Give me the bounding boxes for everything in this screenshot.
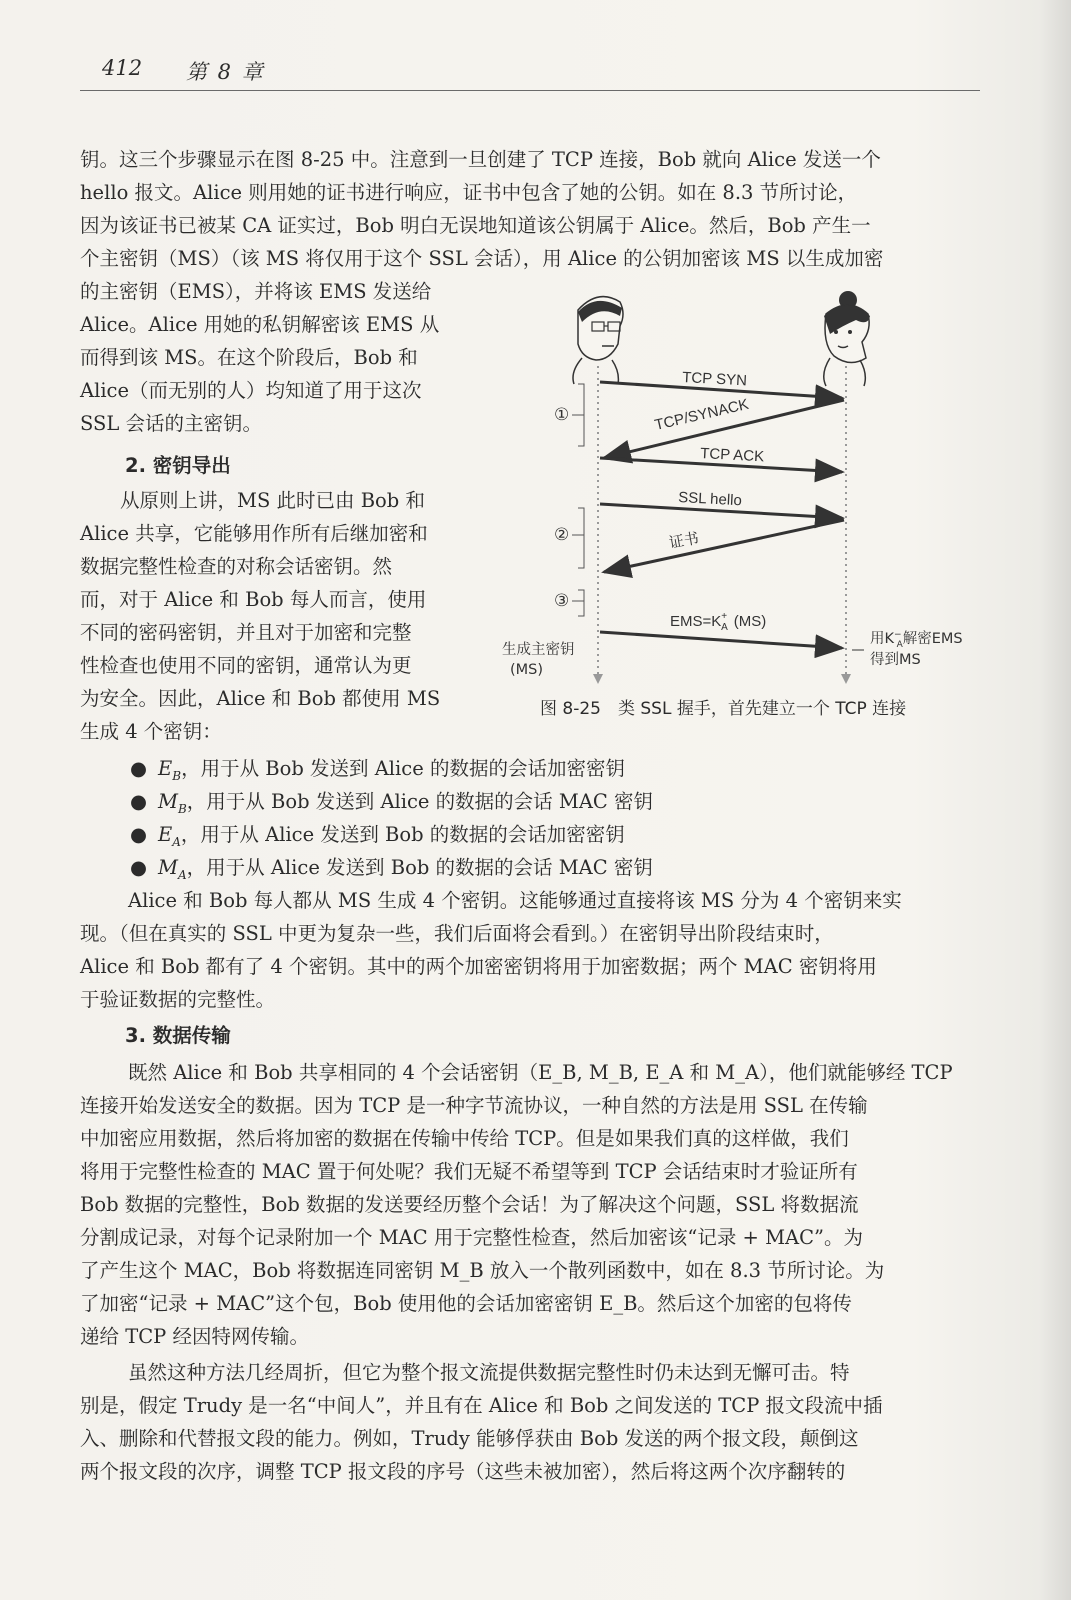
list-item: ● $M_A$，用于从 Alice 发送到 Bob 的数据的会话 MAC 密钥: [130, 856, 653, 882]
handshake-diagram: [500, 286, 980, 696]
text-line: 将用于完整性检查的 MAC 置于何处呢？我们无疑不希望等到 TCP 会话结束时才验证所有: [80, 1160, 858, 1183]
list-item: ● $E_B$，用于从 Bob 发送到 Alice 的数据的会话加密密钥: [130, 757, 625, 783]
bob-figure-icon: [573, 297, 623, 384]
figure-8-25-ssl-handshake: [500, 286, 980, 736]
text-line: 了加密“记录 + MAC”这个包，Bob 使用他的会话加密密钥 E_B。然后这个加密的包将传: [80, 1292, 852, 1315]
arrow-ems: [600, 632, 842, 648]
text-line: 为安全。因此，Alice 和 Bob 都使用 MS: [80, 687, 441, 710]
paragraph-man-in-middle: [80, 1356, 980, 1488]
label-tcp-syn: TCP SYN: [681, 369, 748, 390]
text-line: 而，对于 Alice 和 Bob 每人而言，使用: [80, 588, 427, 611]
text-line: 钥。这三个步骤显示在图 8-25 中。注意到一旦创建了 TCP 连接，Bob 就向 Alice 发送一个: [80, 148, 881, 171]
text-line: 个主密钥（MS）（该 MS 将仅用于这个 SSL 会话），用 Alice 的公钥加密该 MS 以生成加密: [80, 247, 884, 270]
text-line: Bob 数据的完整性，Bob 数据的发送要经历整个会话！为了解决这个问题，SSL 将数据流: [80, 1193, 859, 1216]
text-line: Alice（而无别的人）均知道了用于这次: [80, 379, 422, 402]
section-heading-key-derivation: 2. 密钥导出: [125, 454, 231, 477]
label-tcp-synack: TCP/SYNACK: [653, 395, 751, 434]
text-line: 虽然这种方法几经周折，但它为整个报文流提供数据完整性时仍未达到无懈可击。特: [128, 1361, 850, 1384]
text-line: 入、删除和代替报文段的能力。例如，Trudy 能够俘获由 Bob 发送的两个报文段，颠倒这: [80, 1427, 859, 1450]
alice-figure-icon: [824, 291, 870, 386]
note-generate-ms: 生成主密钥: [502, 642, 575, 658]
text-line: 别是，假定 Trudy 是一名“中间人”，并且有在 Alice 和 Bob 之间发送的 TCP 报文段流中插: [80, 1394, 883, 1417]
text-line: 因为该证书已被某 CA 证实过，Bob 明白无误地知道该公钥属于 Alice。然后，Bob 产生一: [80, 214, 871, 237]
text-line: Alice 和 Bob 每人都从 MS 生成 4 个密钥。这能够通过直接将该 MS 分为 4 个密钥来实: [128, 889, 902, 912]
text-line: 现。（但在真实的 SSL 中更为复杂一些，我们后面将会看到。）在密钥导出阶段结束时，: [80, 922, 834, 945]
text-line: 既然 Alice 和 Bob 共享相同的 4 个会话密钥（E_B, M_B, E_A 和 M_A），他们就能够经 TCP: [128, 1061, 953, 1084]
text-line: 了产生这个 MAC，Bob 将数据连同密钥 M_B 放入一个散列函数中，如在 8.3 节所讨论。为: [80, 1259, 885, 1282]
list-item: ● $E_A$，用于从 Alice 发送到 Bob 的数据的会话加密密钥: [130, 823, 625, 849]
step-2-marker: ②: [554, 525, 570, 545]
text-line: 分割成记录，对每个记录附加一个 MAC 用于完整性检查，然后加密该“记录 + MAC”。为: [80, 1226, 864, 1249]
paragraph-key-derivation: [80, 484, 480, 748]
chapter-title: 第 8 章: [186, 60, 265, 84]
label-ems: EMS=K+ A (MS): [670, 611, 767, 633]
page-header: [80, 56, 980, 91]
figure-caption: 图 8-25 类 SSL 握手，首先建立一个 TCP 连接: [540, 699, 907, 719]
label-ssl-hello: SSL hello: [677, 489, 743, 510]
paragraph-intro: [80, 143, 980, 275]
text-line: 数据完整性检查的对称会话密钥。然: [80, 555, 393, 578]
paragraph-key-generation: [80, 884, 980, 1016]
step-3-marker: ③: [554, 591, 570, 611]
text-line: 于验证数据的完整性。: [80, 988, 276, 1011]
text-line: 性检查也使用不同的密钥，通常认为更: [80, 654, 412, 677]
page-number: 412: [102, 56, 143, 80]
text-line: SSL 会话的主密钥。: [80, 412, 263, 435]
text-line: 从原则上讲，MS 此时已由 Bob 和: [120, 489, 425, 512]
text-line: hello 报文。Alice 则用她的证书进行响应，证书中包含了她的公钥。如在 8.3 节所讨论，: [80, 181, 858, 204]
paragraph-intro-continued: [80, 275, 480, 440]
text-line: 中加密应用数据，然后将加密的数据在传输中传给 TCP。但是如果我们真的这样做，我们: [80, 1127, 849, 1150]
text-line: Alice 共享，它能够用作所有后继加密和: [80, 522, 428, 545]
text-line: 两个报文段的次序，调整 TCP 报文段的序号（这些未被加密），然后将这两个次序翻转的: [80, 1460, 846, 1483]
paragraph-data-transfer: [80, 1056, 980, 1353]
text-line: 不同的密码密钥，并且对于加密和完整: [80, 621, 412, 644]
text-line: 生成 4 个密钥：: [80, 720, 222, 743]
key-list: [130, 752, 653, 884]
note-decrypt-ems: 用K− A解密EMS: [870, 630, 963, 650]
note-get-ms: 得到MS: [870, 652, 921, 668]
list-item: ● $M_B$，用于从 Bob 发送到 Alice 的数据的会话 MAC 密钥: [130, 790, 654, 816]
note-ms: (MS): [510, 662, 544, 678]
section-heading-data-transfer: 3. 数据传输: [125, 1024, 231, 1047]
text-line: Alice 和 Bob 都有了 4 个密钥。其中的两个加密密钥将用于加密数据；两个 MAC 密钥将用: [80, 955, 877, 978]
text-line: 递给 TCP 经因特网传输。: [80, 1325, 309, 1348]
label-certificate: 证书: [667, 529, 701, 552]
text-line: 的主密钥（EMS），并将该 EMS 发送给: [80, 280, 432, 303]
label-tcp-ack: TCP ACK: [699, 445, 765, 466]
arrow-certificate: [604, 520, 844, 572]
text-line: Alice。Alice 用她的私钥解密该 EMS 从: [80, 313, 440, 336]
text-line: 而得到该 MS。在这个阶段后，Bob 和: [80, 346, 418, 369]
text-line: 连接开始发送安全的数据。因为 TCP 是一种字节流协议，一种自然的方法是用 SSL 在传输: [80, 1094, 868, 1117]
step-1-marker: ①: [554, 405, 570, 425]
